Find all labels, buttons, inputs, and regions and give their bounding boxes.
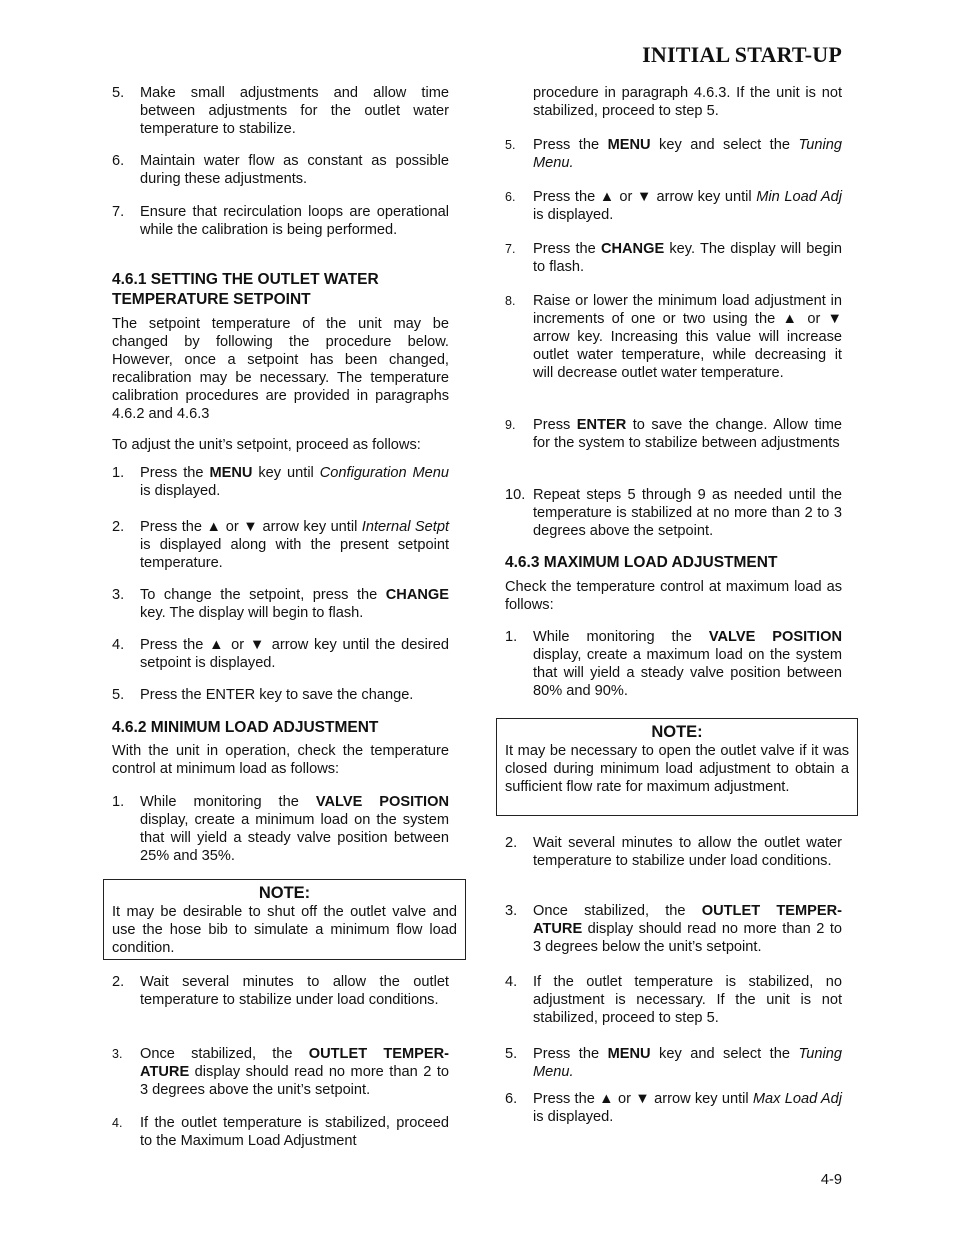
note-text: It may be necessary to open the outlet valve if it was closed during minimum load adjustment to obtain a sufficient flow rate for maximum adjustment. [505,743,849,795]
note-title: NOTE: [258,884,311,902]
section-heading: 4.6.3 MAXIMUM LOAD ADJUSTMENT [505,554,778,571]
list-item-text: Raise or lower the minimum load adjustment in increments of one or two using the ▲ or ▼ arrow key. Increasing this value will increase outlet water temperature, while decreasing it will decrease outlet water temperature. [533,293,842,381]
list-item-text: Press the MENU key and select the Tuning Menu. [533,1046,842,1080]
list-item-text: Wait several minutes to allow the outlet water temperature to stabilize under load conditions. [533,835,842,869]
list-item-text: Press the MENU key until Configuration Menu is displayed. [140,465,449,499]
list-item-text: Make small adjustments and allow time between adjustments for the outlet water temperature to stabilize. [140,85,449,137]
list-item-text: Press ENTER to save the change. Allow time for the system to stabilize between adjustments [533,417,843,451]
note-box [496,718,858,816]
list-item-text: Repeat steps 5 through 9 as needed until the temperature is stabilized at no more than 2 to 3 degrees above the setpoint. [533,487,842,539]
list-item-text: Maintain water flow as constant as possible during these adjustments. [140,153,449,187]
list-item-text: Ensure that recirculation loops are operational while the calibration is being performed. [140,204,449,238]
list-item-text: While monitoring the VALVE POSITION display, create a maximum load on the system that will yield a steady valve position between 80% and 90%. [533,629,842,699]
list-item-text: To change the setpoint, press the CHANGE key. The display will begin to flash. [140,587,449,621]
paragraph: With the unit in operation, check the temperature control at minimum load as follows: [112,743,449,777]
list-item-text: Wait several minutes to allow the outlet temperature to stabilize under load conditions. [140,974,449,1008]
list-item-text: Once stabilized, the OUTLET TEMPER-ATURE display should read no more than 2 to 3 degrees below the unit’s setpoint. [533,903,842,955]
note-box [103,879,466,960]
list-item-text: Press the ▲ or ▼ arrow key until the desired setpoint is displayed. [140,637,449,671]
page-number: 4-9 [820,1172,842,1188]
section-heading: 4.6.1 SETTING THE OUTLET WATER TEMPERATURE SETPOINT [112,271,379,308]
paragraph: To adjust the unit’s setpoint, proceed as follows: [112,437,421,453]
page-header-title: INITIAL START-UP [642,42,842,67]
list-item-text: Press the ENTER key to save the change. [140,687,414,703]
paragraph: procedure in paragraph 4.6.3. If the unit is not stabilized, proceed to step 5. [533,85,842,119]
note-text: It may be desirable to shut off the outlet valve and use the hose bib to simulate a minimum flow load condition. [112,904,457,956]
list-item-text: Press the CHANGE key. The display will begin to flash. [533,241,842,275]
note-title: NOTE: [651,723,703,741]
list-item-text: While monitoring the VALVE POSITION display, create a minimum load on the system that will yield a steady valve position between 25% and 35%. [140,794,449,864]
list-item-text: If the outlet temperature is stabilized, proceed to the Maximum Load Adjustment [140,1115,449,1149]
list-item-text: Once stabilized, the OUTLET TEMPER-ATURE display should read no more than 2 to 3 degrees above the unit’s setpoint. [140,1046,449,1098]
list-item-text: Press the ▲ or ▼ arrow key until Internal Setpt is displayed along with the present setpoint temperature. [140,519,449,571]
list-item-text: Press the ▲ or ▼ arrow key until Min Load Adj is displayed. [533,189,842,223]
list-item-text: If the outlet temperature is stabilized, no adjustment is necessary. If the unit is not stabilized, proceed to step 5. [533,974,842,1026]
paragraph: Check the temperature control at maximum load as follows: [505,579,842,613]
list-item-text: Press the MENU key and select the Tuning Menu. [533,137,842,171]
section-heading: 4.6.2 MINIMUM LOAD ADJUSTMENT [112,719,379,736]
paragraph: The setpoint temperature of the unit may be changed by following the procedure below. However, once a setpoint has been changed, recalibration may be necessary. The temperature calibration procedures are provided in paragraphs 4.6.2 and 4.6.3 [112,316,449,422]
list-item-text: Press the ▲ or ▼ arrow key until Max Load Adj is displayed. [533,1091,842,1125]
